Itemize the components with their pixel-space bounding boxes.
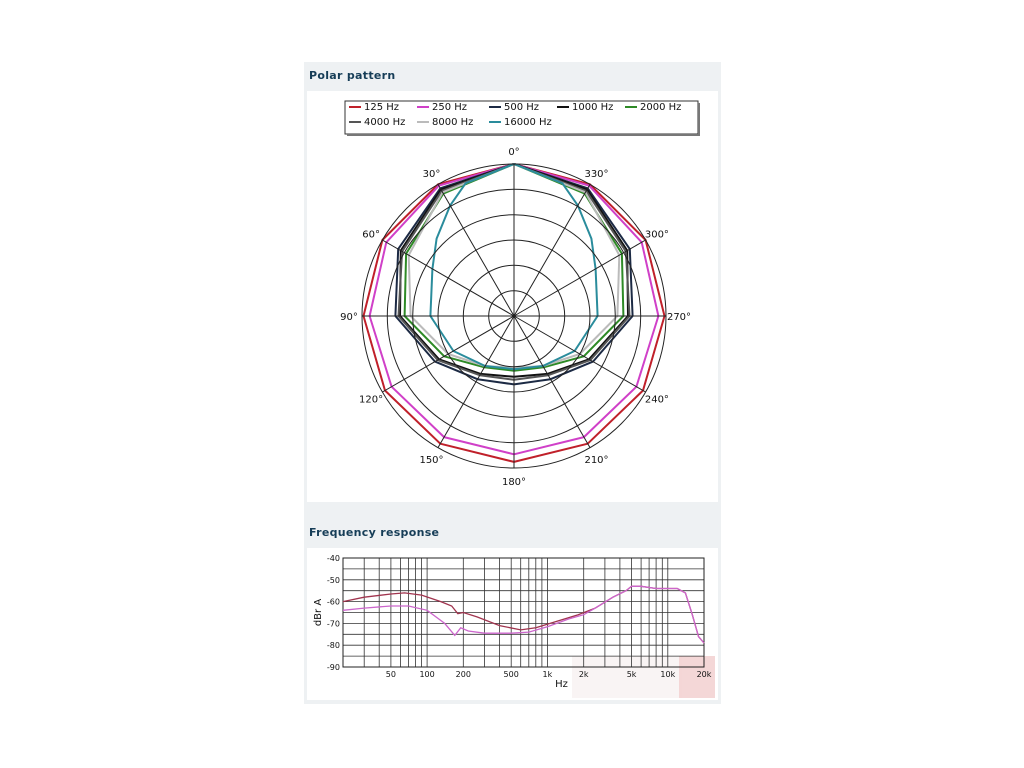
freq-x-tick: 10k [660,670,676,679]
freq-x-tick: 5k [626,670,637,679]
polar-angle-label: 150° [419,454,444,466]
polar-grid [362,164,666,468]
polar-spoke [514,184,590,316]
frequency-response-title: Frequency response [309,526,440,539]
freq-y-axis-label: dBr A [313,598,324,627]
freq-x-tick: 100 [419,670,435,679]
polar-angle-label: 270° [666,312,692,323]
freq-x-tick: 50 [385,670,396,679]
frequency-chart [307,548,718,700]
polar-angle-label: 120° [359,394,384,406]
polar-angle-label: 60° [362,229,380,241]
polar-angle-label: 30° [422,169,441,181]
polar-angle-label: 180° [501,477,527,488]
legend-label: 250 Hz [432,102,468,113]
freq-y-tick: -40 [326,554,340,563]
freq-x-tick: 1k [542,670,553,679]
legend-label: 500 Hz [504,102,540,113]
legend-label: 2000 Hz [640,102,682,113]
polar-angle-label: 240° [644,394,669,406]
frequency-chart-area [307,548,718,700]
polar-chart [307,91,718,502]
freq-y-tick: -60 [326,597,340,607]
freq-x-axis-label: Hz [555,679,568,690]
polar-angle-label: 210° [584,454,609,466]
polar-pattern-title: Polar pattern [309,69,396,82]
polar-spoke [382,240,514,316]
freq-x-tick: 500 [503,670,519,679]
freq-grid [343,558,704,667]
polar-angle-label: 330° [584,169,609,181]
legend-label: 125 Hz [364,102,400,113]
polar-angle-label: 90° [340,312,358,323]
freq-y-tick: -70 [326,619,340,629]
polar-angle-label: 300° [644,229,669,241]
polar-spoke [514,240,646,316]
freq-y-tick: -50 [326,575,340,585]
chart-panel [304,62,721,704]
polar-chart-area [307,91,718,502]
freq-y-tick: -90 [326,663,340,672]
polar-angle-label: 0° [508,147,520,158]
freq-x-tick: 2k [578,670,589,679]
legend-label: 1000 Hz [572,102,614,113]
polar-spoke [438,184,514,316]
legend-label: 4000 Hz [364,117,406,128]
polar-legend [345,101,700,135]
freq-y-tick: -80 [326,641,340,651]
legend-label: 16000 Hz [504,117,552,128]
freq-x-tick: 20k [696,670,712,679]
legend-label: 8000 Hz [432,117,474,128]
freq-x-tick: 200 [455,670,471,679]
